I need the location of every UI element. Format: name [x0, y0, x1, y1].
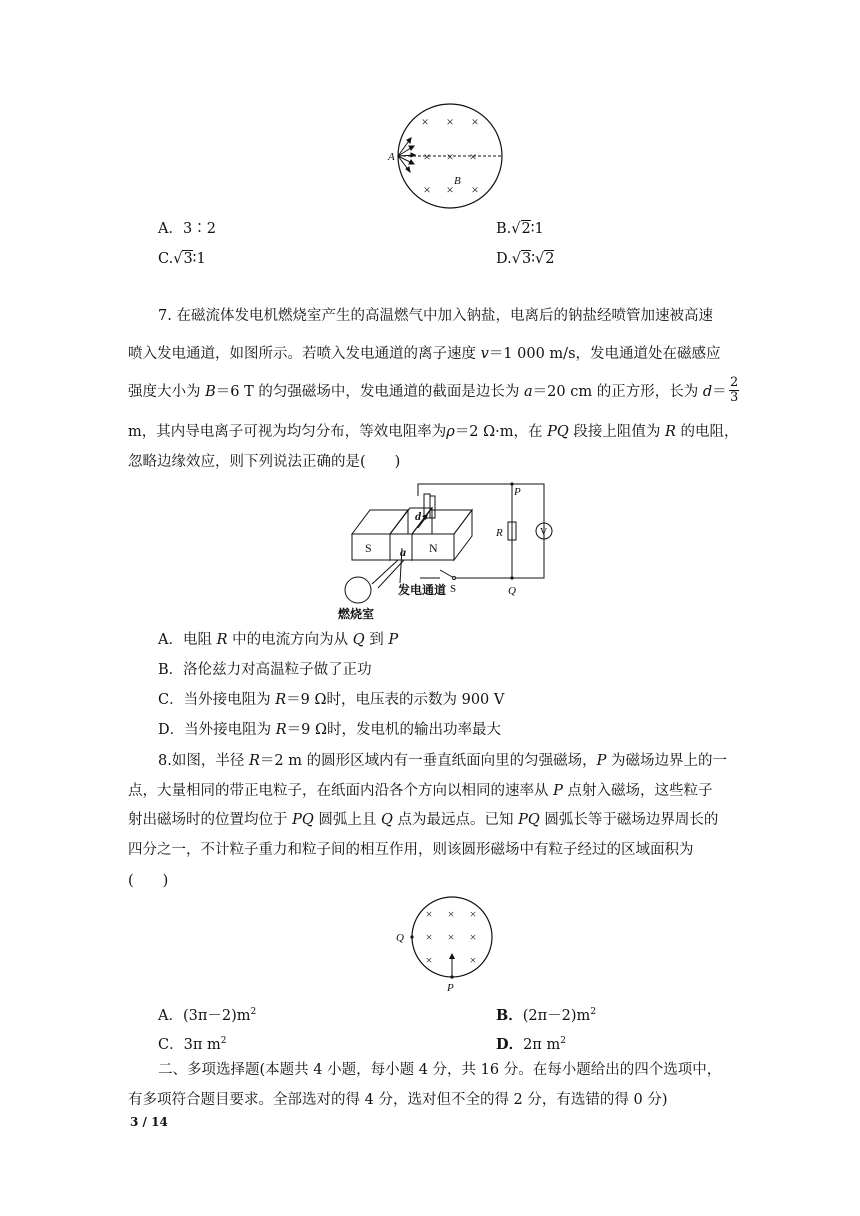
cross-mark: × — [423, 182, 431, 197]
cross-mark: × — [423, 149, 431, 164]
q8-line1: 8.如图，半径 R＝2 m 的圆形区域内有一垂直纸面向里的匀强磁场，P 为磁场边界上的一 — [158, 753, 727, 769]
q7-line2: 喷入发电通道，如图所示。若喷入发电通道的离子速度 v＝1 000 m/s，发电通道处在磁感应 — [128, 346, 721, 362]
q7-option-b: B．洛伦兹力对高温粒子做了正功 — [158, 662, 372, 678]
cross-mark: × — [446, 149, 454, 164]
q7-option-d: D．当外接电阻为 R＝9 Ω时，发电机的输出功率最大 — [158, 722, 502, 738]
q7-line4: m，其内导电离子可视为均匀分布，等效电阻率为ρ＝2 Ω·m，在 PQ 段接上阻值为 R 的电阻， — [128, 424, 739, 440]
q8-line3: 射出磁场时的位置均位于 PQ 圆弧上且 Q 点为最远点。已知 PQ 圆弧长等于磁场边界周长的 — [128, 812, 719, 828]
cross-mark: × — [425, 930, 433, 944]
figure-mhd-generator — [330, 478, 560, 628]
point-q-label: Q — [396, 932, 404, 944]
q8-option-c: C．3π $m^2$ — [158, 1036, 227, 1053]
cross-mark: × — [425, 907, 433, 921]
q6-option-d: D.√3∶√2 — [496, 251, 555, 267]
cross-mark: × — [421, 114, 429, 129]
side-a-label: a — [400, 545, 406, 559]
channel-label: 发电通道 — [398, 583, 447, 597]
cross-mark: × — [469, 930, 477, 944]
cross-mark: × — [469, 953, 477, 967]
q8-option-d: D．2π $m^2$ — [496, 1035, 566, 1053]
chamber-label: 燃烧室 — [338, 607, 375, 621]
q7-fraction: $\frac{2}{3}$ — [730, 375, 739, 405]
cross-mark: × — [469, 907, 477, 921]
cross-mark: × — [447, 930, 455, 944]
q7-line1: 7. 在磁流体发电机燃烧室产生的高温燃气中加入钠盐，电离后的钠盐经喷管加速被高速 — [158, 308, 713, 324]
section2-line2: 有多项符合题目要求。全部选对的得 4 分，选对但不全的得 2 分，有选错的得 0 分) — [128, 1092, 668, 1108]
q8-line5: ( ) — [128, 873, 169, 889]
section2-line1: 二、多项选择题(本题共 4 小题，每小题 4 分，共 16 分。在每小题给出的四个选项中， — [158, 1062, 722, 1078]
point-a-label: A — [388, 151, 395, 163]
resistor-r-label: R — [496, 527, 503, 539]
switch-s-label: S — [450, 583, 457, 595]
q6-option-c: C.√3∶1 — [158, 251, 206, 267]
cross-mark: × — [446, 182, 454, 197]
magnet-n-label: N — [429, 541, 438, 555]
q7-line5: 忽略边缘效应，则下列说法正确的是( ) — [128, 454, 401, 470]
point-b-label: B — [454, 175, 461, 187]
cross-mark: × — [469, 149, 477, 164]
cross-mark: × — [447, 907, 455, 921]
q6-option-b: B.√2∶1 — [496, 221, 544, 237]
cross-mark: × — [425, 953, 433, 967]
length-d-label: d — [415, 509, 421, 523]
point-p-label: P — [514, 486, 521, 498]
q8-option-b: B．$(2\pi-2)m^2$ — [496, 1006, 597, 1024]
q8-option-a: A．$(3\pi-2)m^2$ — [158, 1007, 257, 1024]
cross-mark: × — [446, 114, 454, 129]
page-number: 3 / 14 — [130, 1115, 168, 1129]
point-q-label: Q — [508, 585, 516, 597]
q7-line3: 强度大小为 B＝6 T 的匀强磁场中，发电通道的截面是边长为 a＝20 cm 的正方形，长为 d＝ — [128, 384, 727, 400]
q7-option-a: A．电阻 R 中的电流方向为从 Q 到 P — [158, 632, 399, 648]
cross-mark: × — [471, 114, 479, 129]
q8-line4: 四分之一，不计粒子重力和粒子间的相互作用，则该圆形磁场中有粒子经过的区域面积为 — [128, 842, 694, 858]
point-p-label: P — [447, 982, 454, 993]
q6-option-a: A．3∶2 — [158, 221, 216, 237]
figure-magnetic-circle-1 — [385, 100, 515, 212]
voltmeter-v-label: V — [540, 527, 548, 538]
q8-line2: 点，大量相同的带正电粒子，在纸面内沿各个方向以相同的速率从 P 点射入磁场，这些粒子 — [128, 783, 713, 799]
magnet-s-label: S — [365, 541, 372, 555]
cross-mark: × — [471, 182, 479, 197]
q7-option-c: C．当外接电阻为 R＝9 Ω时，电压表的示数为 900 V — [158, 692, 505, 708]
figure-magnetic-circle-2 — [392, 893, 504, 993]
